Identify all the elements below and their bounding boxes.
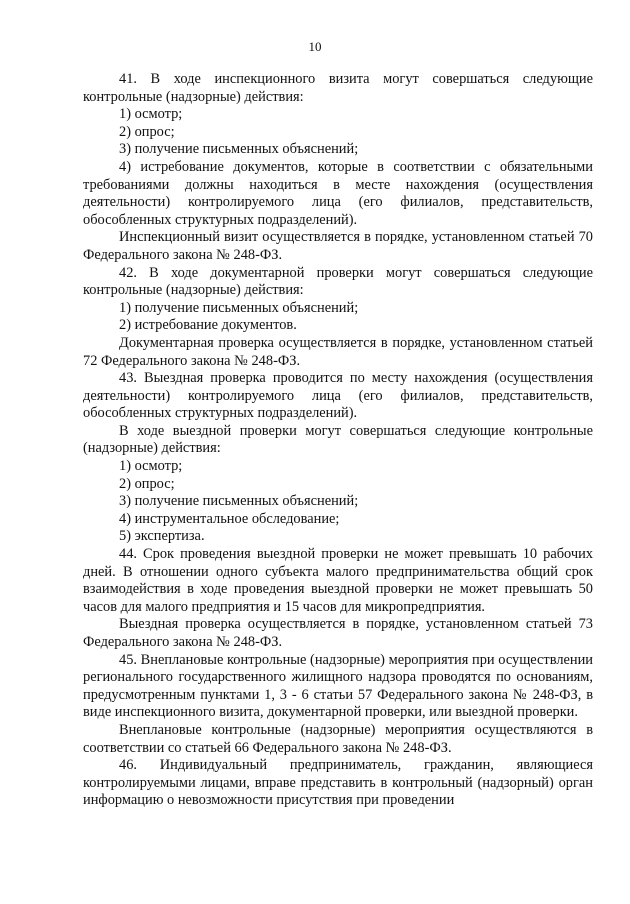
paragraph: Документарная проверка осуществляется в порядке, установленном статьей 72 Федерального закона № 248-ФЗ. (83, 334, 593, 369)
list-item: 2) истребование документов. (119, 317, 297, 334)
list-item: 1) получение письменных объяснений; (119, 299, 359, 316)
list-item: 1) осмотр; (119, 458, 183, 475)
paragraph-42: 42. В ходе документарной проверки могут совершаться следующие контрольные (надзорные) действия: (83, 264, 593, 299)
paragraph-43: 43. Выездная проверка проводится по месту нахождения (осуществления деятельности) контролируемого лица (его филиалов, представительств, обособленных структурных подразделений). (83, 370, 593, 422)
list-item: 1) осмотр; (119, 106, 183, 123)
page-number: 10 (308, 39, 322, 54)
paragraph: Инспекционный визит осуществляется в порядке, установленном статьей 70 Федерального закона № 248-ФЗ. (83, 229, 593, 263)
paragraph: Внеплановые контрольные (надзорные) мероприятия осуществляются в соответствии со статьей 66 Федерального закона № 248-ФЗ. (83, 721, 593, 756)
list-item: 4) инструментальное обследование; (119, 510, 340, 527)
list-item: 3) получение письменных объяснений; (119, 141, 359, 158)
list-item: 5) экспертиза. (119, 528, 205, 545)
list-item: 4) истребование документов, которые в соответствии с обязательными требованиями должны находиться в месте нахождения (осуществления деятельности) контролируемого лица (его филиалов, представительств, обособленных структурных подразделений). (83, 158, 593, 228)
paragraph-46: 46. Индивидуальный предприниматель, гражданин, являющиеся контролируемыми лицами, вправе представить в контрольный (надзорный) орган информацию о невозможности присутствия при проведении (83, 757, 593, 809)
paragraph-44: 44. Срок проведения выездной проверки не может превышать 10 рабочих дней. В отношении одного субъекта малого предпринимательства общий срок взаимодействия в ходе проведения выездной проверки не может превышать 50 часов для малого предприятия и 15 часов для микропредприятия. (83, 546, 593, 615)
paragraph-45: 45. Внеплановые контрольные (надзорные) мероприятия при осуществлении регионального государственного жилищного надзора проводятся по основаниям, предусмотренным пунктами 1, 3 - 6 статьи 57 Федерального закона № 248-ФЗ, в виде инспекционного визита, документарной проверки, или выездной проверки. (83, 651, 593, 721)
paragraph-41: 41. В ходе инспекционного визита могут совершаться следующие контрольные (надзорные) действия: (83, 71, 593, 105)
document-body (83, 71, 593, 810)
paragraph: В ходе выездной проверки могут совершаться следующие контрольные (надзорные) действия: (83, 422, 593, 457)
list-item: 2) опрос; (119, 475, 175, 492)
list-item: 3) получение письменных объяснений; (119, 493, 359, 510)
list-item: 2) опрос; (119, 123, 175, 140)
paragraph: Выездная проверка осуществляется в порядке, установленном статьей 73 Федерального закона № 248-ФЗ. (83, 616, 593, 650)
